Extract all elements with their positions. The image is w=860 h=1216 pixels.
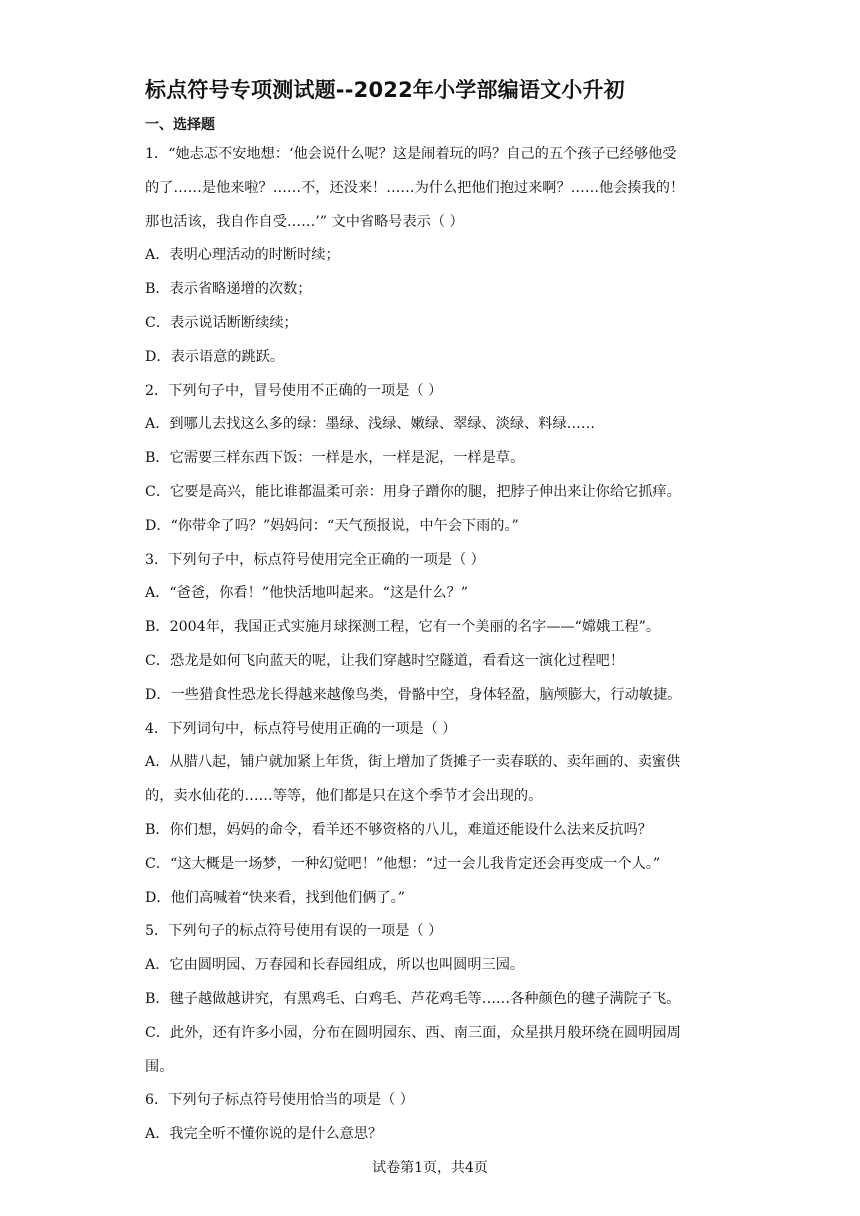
text-line: A．“爸爸，你看！”他快活地叫起来。“这是什么？”: [145, 585, 469, 602]
text-line: 6．下列句子标点符号使用恰当的项是（ ）: [145, 1092, 414, 1109]
text-line: C．此外，还有许多小园，分布在圆明园东、西、南三面，众星拱月般环绕在圆明园周: [145, 1024, 681, 1041]
text-line: B．它需要三样东西下饭：一样是水，一样是泥，一样是草。: [145, 450, 525, 467]
text-line: C．“这大概是一场梦，一种幻觉吧！”他想：“过一会儿我肯定还会再变成一个人。”: [145, 855, 661, 872]
text-line: A．从腊八起，铺户就加紧上年货，街上增加了货摊子一卖春联的、卖年画的、卖蜜供: [145, 754, 681, 771]
text-line: B．毽子越做越讲究，有黑鸡毛、白鸡毛、芦花鸡毛等……各种颜色的毽子满院子飞。: [145, 991, 681, 1007]
page-title: 标点符号专项测试题--2022年小学部编语文小升初: [145, 78, 625, 102]
page-footer: 试卷第1页，共4页: [372, 1160, 488, 1176]
text-line: D．一些猎食性恐龙长得越来越像鸟类，骨骼中空，身体轻盈，脑颅膨大，行动敏捷。: [145, 686, 682, 703]
text-line: D．他们高喊着“快来看，找到他们俩了。”: [145, 889, 405, 906]
section-heading: 一、选择题: [145, 117, 215, 133]
text-line: 5．下列句子的标点符号使用有误的一项是（ ）: [145, 923, 443, 940]
text-line: B．你们想，妈妈的命令，看羊还不够资格的八儿，难道还能设什么法来反抗吗？: [145, 822, 652, 838]
text-line: 1．“她忐忑不安地想：‘他会说什么呢？这是闹着玩的吗？自己的五个孩子已经够他受: [145, 146, 677, 162]
text-line: 的了……是他来啦？……不，还没来！……为什么把他们抱过来啊？……他会揍我的！: [145, 179, 685, 196]
text-line: C．表示说话断断续续；: [145, 315, 298, 331]
text-line: C．恐龙是如何飞向蓝天的呢，让我们穿越时空隧道，看看这一演化过程吧！: [145, 653, 625, 669]
text-line: A．它由圆明园、万春园和长春园组成，所以也叫圆明三园。: [145, 957, 525, 974]
text-line: D．“你带伞了吗？”妈妈问：“天气预报说，中午会下雨的。”: [145, 517, 519, 534]
text-line: C．它要是高兴，能比谁都温柔可亲：用身子蹭你的腿，把脖子伸出来让你给它抓痒。: [145, 484, 681, 500]
text-line: A．到哪儿去找这么多的绿：墨绿、浅绿、嫩绿、翠绿、淡绿、料绿……: [145, 416, 596, 433]
text-line: A．表明心理活动的时断时续；: [145, 247, 340, 264]
text-line: B．表示省略递增的次数；: [145, 281, 312, 298]
text-line: 3．下列句子中，标点符号使用完全正确的一项是（ ）: [145, 551, 485, 568]
text-line: 2．下列句子中，冒号使用不正确的一项是（ ）: [145, 382, 443, 399]
text-line: B．2004年，我国正式实施月球探测工程，它有一个美丽的名字——“嫦娥工程”。: [145, 619, 661, 636]
text-line: 围。: [145, 1058, 174, 1075]
text-line: D．表示语意的跳跃。: [145, 348, 285, 365]
text-line: 的，卖水仙花的……等等，他们都是只在这个季节才会出现的。: [145, 788, 543, 805]
text-line: 4．下列词句中，标点符号使用正确的一项是（ ）: [145, 720, 457, 737]
text-line: 那也活该，我自作自受……’” 文中省略号表示（ ）: [145, 213, 464, 230]
text-line: A．我完全听不懂你说的是什么意思？: [145, 1126, 383, 1143]
